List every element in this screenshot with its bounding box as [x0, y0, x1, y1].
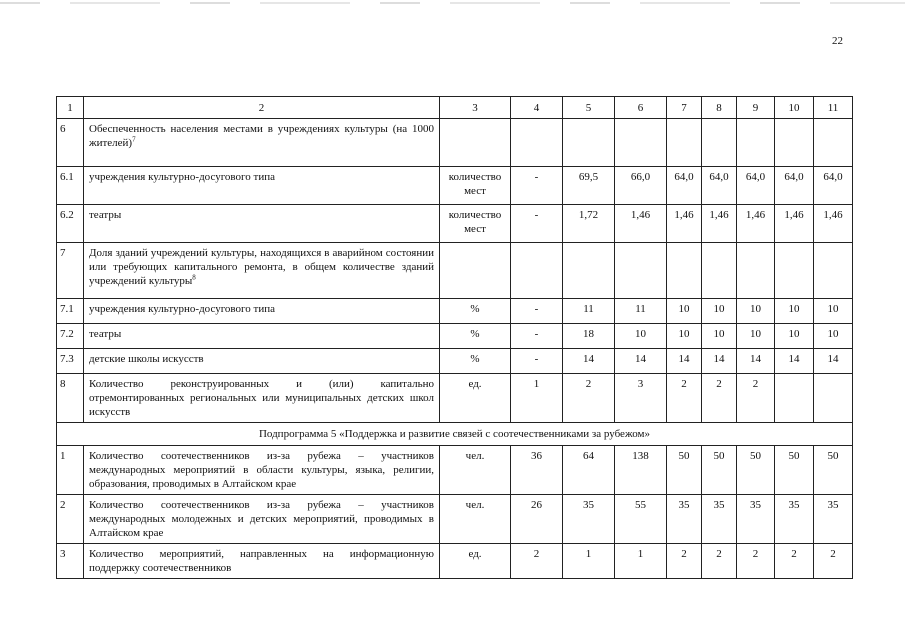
value-cell: 2	[667, 374, 702, 423]
table-row	[57, 544, 853, 579]
column-header: 1	[57, 97, 84, 119]
value-cell	[737, 243, 775, 299]
indicator-name	[84, 495, 440, 544]
value-cell	[563, 243, 615, 299]
value-cell: 11	[563, 299, 615, 324]
value-cell: 138	[615, 446, 667, 495]
value-cell: 64,0	[702, 167, 737, 205]
value-cell	[511, 119, 563, 167]
indicator-name	[84, 119, 440, 167]
row-number: 6	[57, 119, 84, 167]
value-cell: 2	[702, 544, 737, 579]
value-cell: 1,46	[775, 205, 814, 243]
value-cell	[563, 119, 615, 167]
indicator-name-text: театры	[89, 328, 122, 340]
value-cell: 14	[737, 349, 775, 374]
column-header: 9	[737, 97, 775, 119]
indicator-name-text: Количество соотечественников из-за рубежа – участников международных молодежных и детских мероприятий, проводимых в Алтайском крае	[89, 499, 434, 539]
table-row	[57, 167, 853, 205]
indicator-name	[84, 205, 440, 243]
value-cell	[737, 119, 775, 167]
value-cell: 1	[563, 544, 615, 579]
value-cell: 1,46	[702, 205, 737, 243]
column-header: 11	[814, 97, 853, 119]
value-cell: 1,46	[615, 205, 667, 243]
table-row	[57, 119, 853, 167]
indicator-name	[84, 544, 440, 579]
value-cell: 35	[702, 495, 737, 544]
value-cell: 35	[775, 495, 814, 544]
value-cell: 14	[667, 349, 702, 374]
row-number: 8	[57, 374, 84, 423]
value-cell	[702, 243, 737, 299]
value-cell	[814, 119, 853, 167]
indicator-name-text: Количество соотечественников из-за рубежа – участников международных мероприятий в области культуры, языка, религии, образования, проводимых в Алтайском крае	[89, 450, 434, 490]
table-row	[57, 324, 853, 349]
unit-cell: %	[440, 324, 511, 349]
value-cell: 2	[737, 544, 775, 579]
value-cell	[702, 119, 737, 167]
column-header: 4	[511, 97, 563, 119]
indicator-name	[84, 324, 440, 349]
value-cell: 3	[615, 374, 667, 423]
unit-cell: чел.	[440, 446, 511, 495]
value-cell: -	[511, 324, 563, 349]
indicator-name-text: Обеспеченность населения местами в учреждениях культуры (на 1000 жителей)	[89, 123, 434, 149]
row-number: 1	[57, 446, 84, 495]
value-cell: 1,46	[737, 205, 775, 243]
unit-cell: ед.	[440, 374, 511, 423]
value-cell: 35	[563, 495, 615, 544]
table-row	[57, 446, 853, 495]
indicator-name-text: Количество мероприятий, направленных на информационную поддержку соотечественников	[89, 548, 434, 574]
value-cell: 2	[814, 544, 853, 579]
indicator-name	[84, 243, 440, 299]
row-number: 6.1	[57, 167, 84, 205]
row-number: 3	[57, 544, 84, 579]
value-cell: 35	[814, 495, 853, 544]
unit-cell: чел.	[440, 495, 511, 544]
value-cell: 18	[563, 324, 615, 349]
value-cell: 50	[702, 446, 737, 495]
value-cell: 14	[775, 349, 814, 374]
subprogram-title: Подпрограмма 5 «Поддержка и развитие связей с соотечественниками за рубежом»	[57, 423, 853, 446]
value-cell: 10	[775, 299, 814, 324]
value-cell: 14	[615, 349, 667, 374]
footnote-marker: 7	[132, 135, 136, 144]
value-cell: 69,5	[563, 167, 615, 205]
value-cell: 11	[615, 299, 667, 324]
column-header: 3	[440, 97, 511, 119]
table-row	[57, 349, 853, 374]
value-cell: 2	[667, 544, 702, 579]
indicator-name	[84, 349, 440, 374]
value-cell: -	[511, 205, 563, 243]
row-number: 7.3	[57, 349, 84, 374]
value-cell: 50	[814, 446, 853, 495]
value-cell: 1,72	[563, 205, 615, 243]
value-cell: 10	[702, 324, 737, 349]
value-cell: 2	[737, 374, 775, 423]
value-cell: -	[511, 349, 563, 374]
scan-edge	[0, 2, 905, 4]
value-cell: 10	[737, 324, 775, 349]
value-cell: 64,0	[814, 167, 853, 205]
indicator-name-text: Доля зданий учреждений культуры, находящихся в аварийном состоянии или требующих капитального ремонта, в общем количестве зданий учреждений культуры	[89, 247, 434, 287]
value-cell: 50	[775, 446, 814, 495]
indicator-name	[84, 446, 440, 495]
table-row	[57, 205, 853, 243]
indicator-name	[84, 299, 440, 324]
value-cell: 10	[737, 299, 775, 324]
indicator-name-text: учреждения культурно-досугового типа	[89, 171, 275, 183]
value-cell: 10	[775, 324, 814, 349]
indicator-name	[84, 374, 440, 423]
table-row	[57, 243, 853, 299]
row-number: 7.2	[57, 324, 84, 349]
value-cell: 66,0	[615, 167, 667, 205]
unit-cell: %	[440, 349, 511, 374]
value-cell: 10	[667, 299, 702, 324]
value-cell: 10	[814, 324, 853, 349]
column-header: 5	[563, 97, 615, 119]
value-cell: 1,46	[814, 205, 853, 243]
table-row	[57, 299, 853, 324]
value-cell: 1	[511, 374, 563, 423]
value-cell: 35	[667, 495, 702, 544]
value-cell: 64,0	[775, 167, 814, 205]
value-cell	[615, 119, 667, 167]
value-cell: 64,0	[667, 167, 702, 205]
value-cell	[511, 243, 563, 299]
table-row	[57, 495, 853, 544]
value-cell: 35	[737, 495, 775, 544]
indicator-name-text: детские школы искусств	[89, 353, 204, 365]
value-cell: 2	[702, 374, 737, 423]
value-cell: 2	[511, 544, 563, 579]
value-cell: 1	[615, 544, 667, 579]
row-number: 7	[57, 243, 84, 299]
value-cell	[814, 243, 853, 299]
row-number: 7.1	[57, 299, 84, 324]
indicator-name-text: театры	[89, 209, 122, 221]
unit-cell: %	[440, 299, 511, 324]
value-cell: 50	[667, 446, 702, 495]
value-cell: 10	[702, 299, 737, 324]
value-cell: 10	[615, 324, 667, 349]
value-cell: 2	[775, 544, 814, 579]
indicators-table	[56, 96, 853, 579]
value-cell: -	[511, 299, 563, 324]
unit-cell	[440, 119, 511, 167]
value-cell: 50	[737, 446, 775, 495]
value-cell: 64	[563, 446, 615, 495]
column-header: 8	[702, 97, 737, 119]
value-cell	[775, 374, 814, 423]
value-cell: 55	[615, 495, 667, 544]
subprogram-row	[57, 423, 853, 446]
page-number: 22	[832, 35, 843, 47]
value-cell: 10	[814, 299, 853, 324]
row-number: 2	[57, 495, 84, 544]
value-cell	[814, 374, 853, 423]
value-cell: -	[511, 167, 563, 205]
value-cell: 14	[814, 349, 853, 374]
value-cell: 2	[563, 374, 615, 423]
value-cell	[667, 243, 702, 299]
indicator-name	[84, 167, 440, 205]
column-header: 7	[667, 97, 702, 119]
value-cell: 36	[511, 446, 563, 495]
value-cell	[775, 119, 814, 167]
value-cell	[775, 243, 814, 299]
column-header: 2	[84, 97, 440, 119]
value-cell: 14	[563, 349, 615, 374]
row-number: 6.2	[57, 205, 84, 243]
value-cell: 64,0	[737, 167, 775, 205]
value-cell: 1,46	[667, 205, 702, 243]
footnote-marker: 8	[192, 273, 196, 282]
unit-cell: количество мест	[440, 167, 511, 205]
indicator-name-text: учреждения культурно-досугового типа	[89, 303, 275, 315]
column-header: 6	[615, 97, 667, 119]
value-cell	[615, 243, 667, 299]
value-cell: 14	[702, 349, 737, 374]
value-cell	[667, 119, 702, 167]
value-cell: 10	[667, 324, 702, 349]
header-row	[57, 97, 853, 119]
column-header: 10	[775, 97, 814, 119]
unit-cell: количество мест	[440, 205, 511, 243]
value-cell: 26	[511, 495, 563, 544]
unit-cell: ед.	[440, 544, 511, 579]
table-row	[57, 374, 853, 423]
unit-cell	[440, 243, 511, 299]
indicator-name-text: Количество реконструированных и (или) капитально отремонтированных региональных или муниципальных детских школ искусств	[89, 378, 434, 418]
table-body	[57, 97, 853, 579]
